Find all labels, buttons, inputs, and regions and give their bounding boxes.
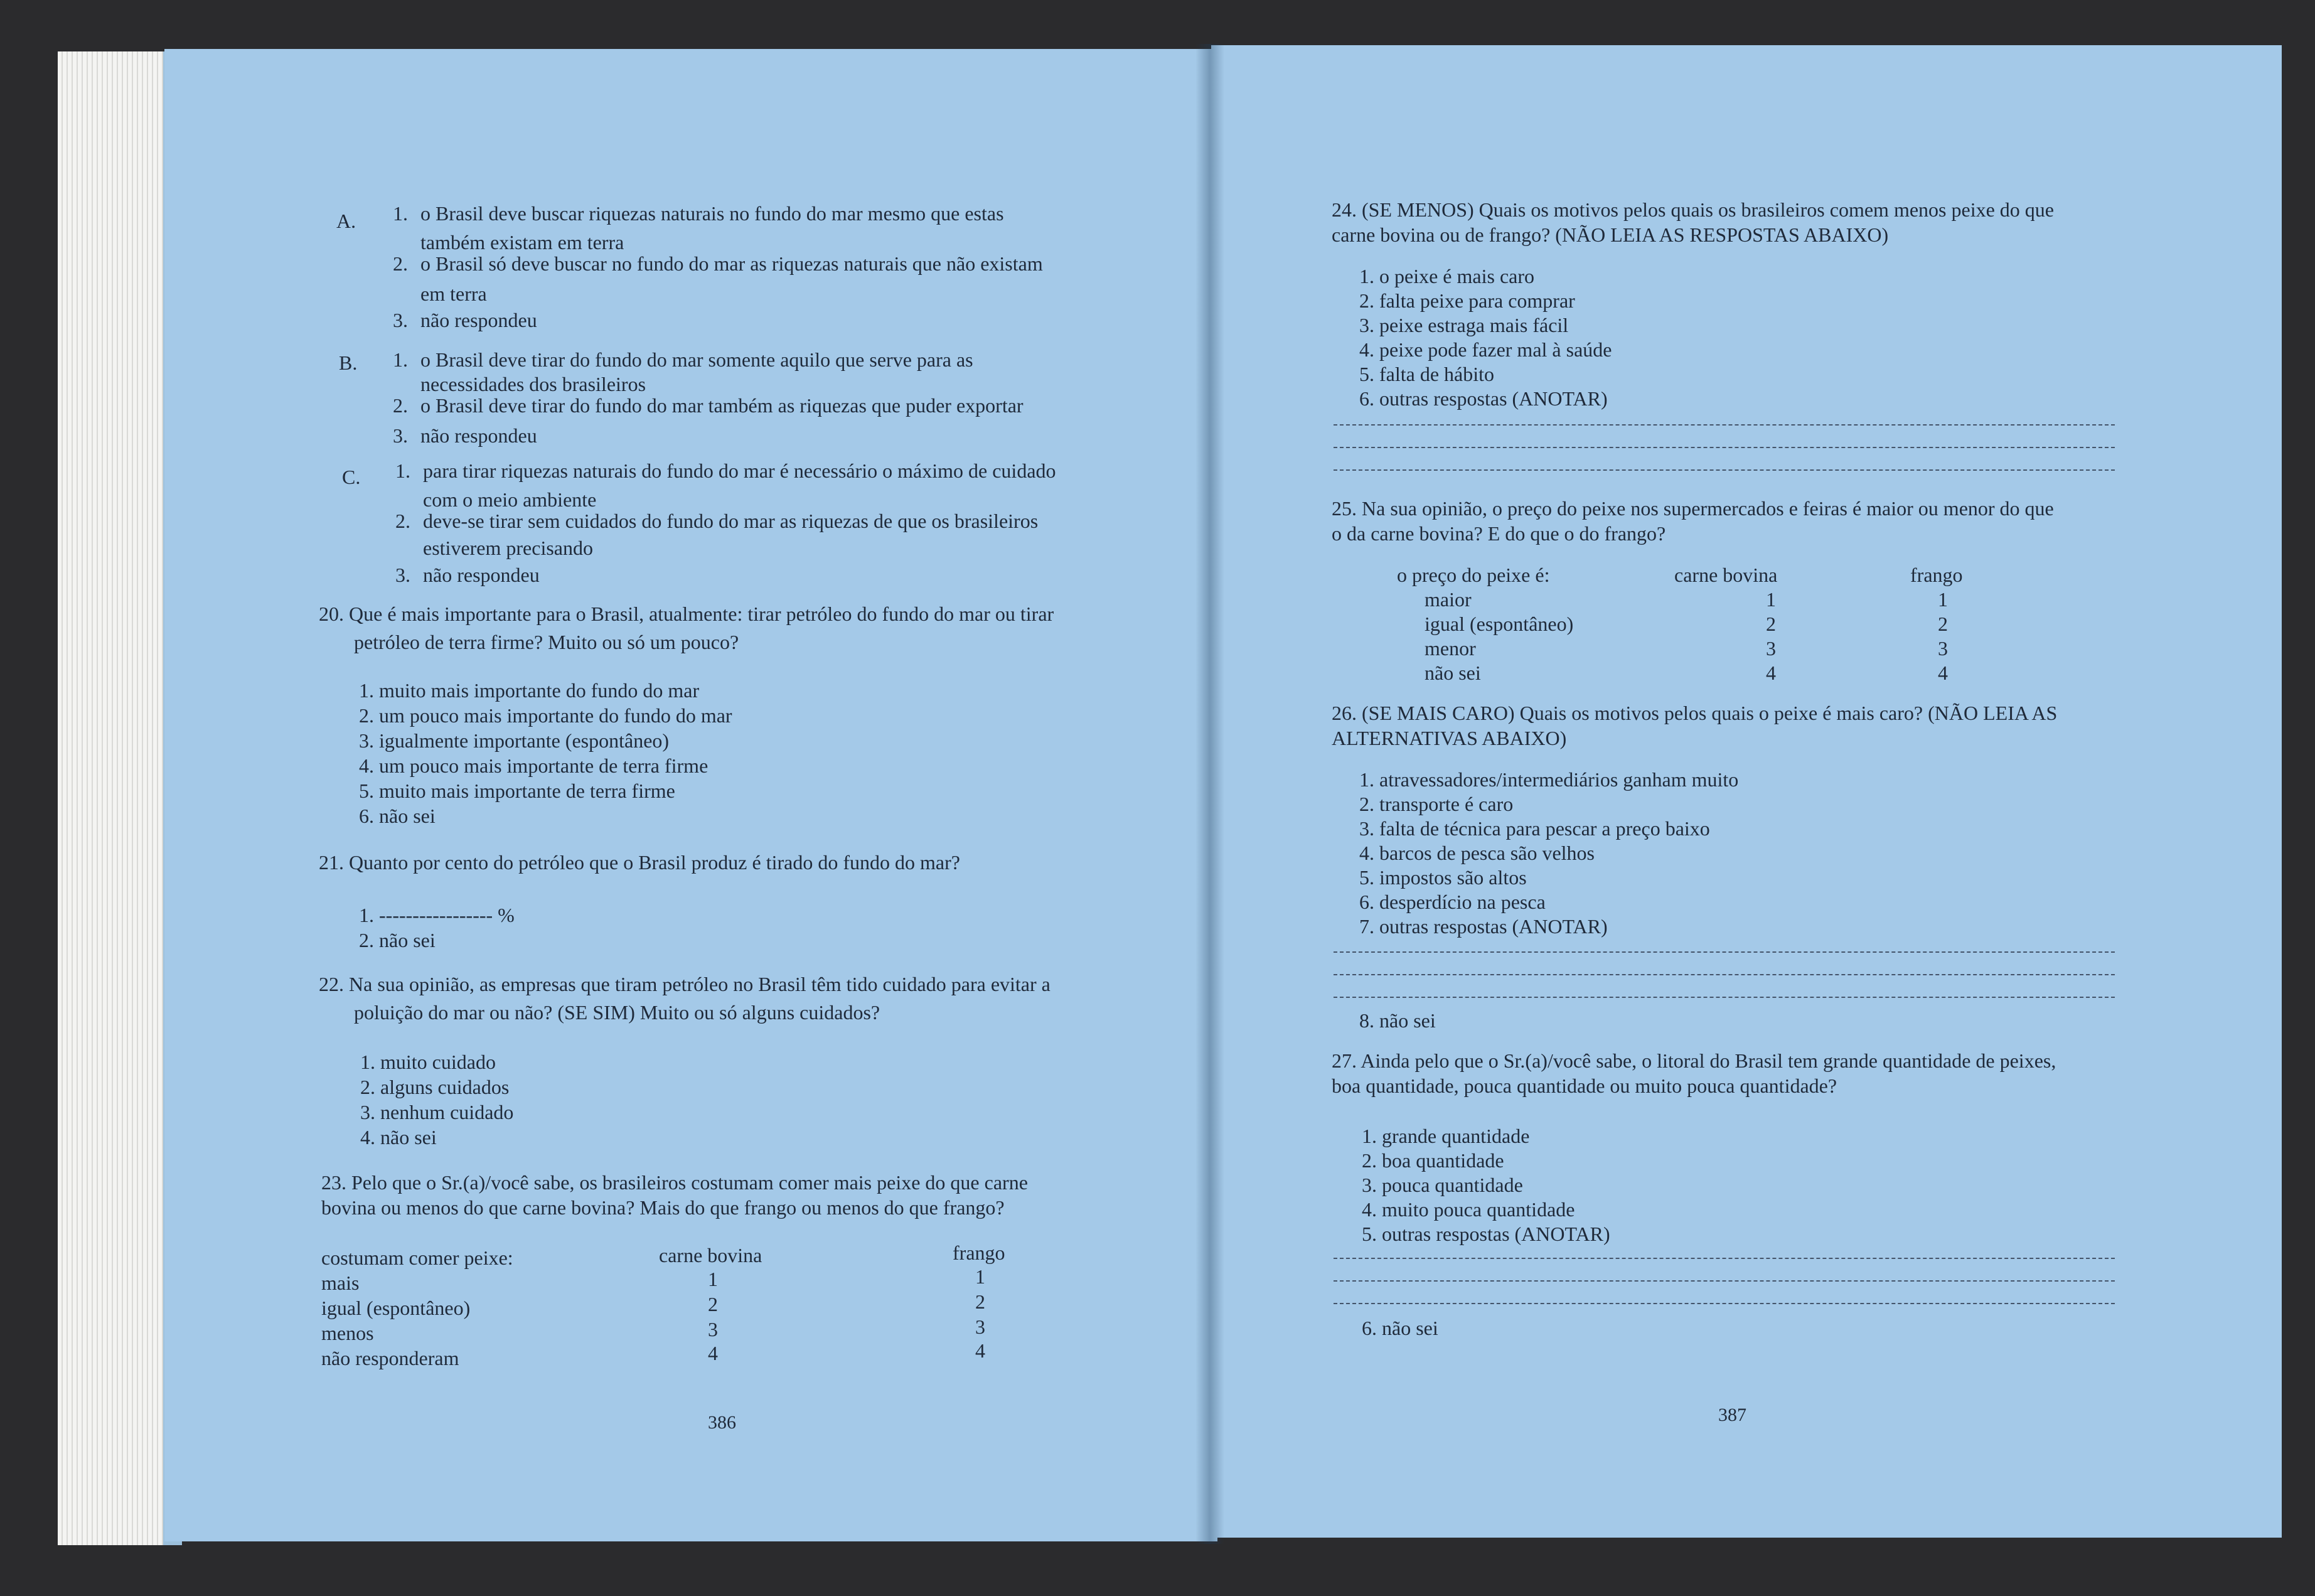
q24-option: 1. o peixe é mais caro	[1359, 265, 1534, 287]
q24-line2: carne bovina ou de frango? (NÃO LEIA AS RESPOSTAS ABAIXO)	[1332, 223, 1889, 246]
block-a-opt2-num: 2.	[393, 252, 408, 275]
q25-row-c2: 1	[1938, 588, 1948, 611]
block-c-opt1-num: 1.	[395, 459, 410, 482]
q26-line1: 26. (SE MAIS CARO) Quais os motivos pelos quais o peixe é mais caro? (NÃO LEIA AS	[1332, 702, 2058, 724]
q26-option: 4. barcos de pesca são velhos	[1359, 842, 1595, 864]
q22-option: 1. muito cuidado	[360, 1051, 496, 1073]
q25-row-c1: 1	[1766, 588, 1776, 611]
q24-option: 2. falta peixe para comprar	[1359, 289, 1575, 312]
block-b-opt2: o Brasil deve tirar do fundo do mar também as riquezas que puder exportar	[420, 394, 1024, 417]
q22-option: 3. nenhum cuidado	[360, 1101, 514, 1123]
q23-col-carne: carne bovina	[659, 1244, 762, 1267]
answer-line	[1334, 997, 2115, 998]
block-a-opt2-line2: em terra	[420, 282, 487, 305]
block-c-opt3-num: 3.	[395, 564, 410, 586]
q27-option: 4. muito pouca quantidade	[1362, 1198, 1575, 1221]
answer-line	[1334, 469, 2115, 471]
block-a-opt2-line1: o Brasil só deve buscar no fundo do mar as riquezas naturais que não existam	[420, 252, 1043, 275]
q25-row-label: menor	[1425, 637, 1476, 660]
page-number-left: 386	[708, 1412, 736, 1433]
answer-line	[1334, 951, 2115, 953]
q23-row-c1: 2	[708, 1293, 718, 1315]
answer-line	[1334, 447, 2115, 448]
q23-line1: 23. Pelo que o Sr.(a)/você sabe, os brasileiros costumam comer mais peixe do que carne	[321, 1171, 1028, 1194]
q23-row-c1: 3	[708, 1318, 718, 1341]
q20-option: 6. não sei	[359, 805, 436, 827]
block-c-opt2-line2: estiverem precisando	[423, 537, 593, 559]
q23-row-c1: 1	[708, 1268, 718, 1290]
answer-line	[1334, 1258, 2115, 1259]
block-b-opt3: não respondeu	[420, 424, 537, 447]
block-c-opt1-line1: para tirar riquezas naturais do fundo do mar é necessário o máximo de cuidado	[423, 459, 1056, 482]
q20-line1: 20. Que é mais importante para o Brasil, atualmente: tirar petróleo do fundo do mar ou tirar	[319, 603, 1054, 625]
block-b-opt3-num: 3.	[393, 424, 408, 447]
page-number-right: 387	[1718, 1405, 1746, 1425]
q22-option: 2. alguns cuidados	[360, 1076, 510, 1098]
q26-option: 5. impostos são altos	[1359, 866, 1527, 889]
q20-option: 1. muito mais importante do fundo do mar	[359, 679, 700, 702]
block-b-opt1-num: 1.	[393, 348, 408, 371]
block-a-opt1-num: 1.	[393, 202, 408, 225]
q21-option: 2. não sei	[359, 929, 436, 951]
q23-row-c2: 3	[975, 1315, 985, 1338]
q20-option: 5. muito mais importante de terra firme	[359, 779, 675, 802]
block-b-letter: B.	[339, 351, 358, 374]
q23-row-label: igual (espontâneo)	[321, 1297, 471, 1319]
block-c-opt2-line1: deve-se tirar sem cuidados do fundo do mar as riquezas de que os brasileiros	[423, 510, 1039, 532]
q20-option: 4. um pouco mais importante de terra firme	[359, 754, 708, 777]
q23-row-label: menos	[321, 1322, 374, 1344]
block-a-opt3-num: 3.	[393, 309, 408, 331]
q27-line1: 27. Ainda pelo que o Sr.(a)/você sabe, o litoral do Brasil tem grande quantidade de peixes,	[1332, 1049, 2056, 1072]
q27-line2: boa quantidade, pouca quantidade ou muito pouca quantidade?	[1332, 1074, 1837, 1097]
book-gutter	[1195, 44, 1224, 1544]
q22-option: 4. não sei	[360, 1126, 437, 1149]
q27-last-option: 6. não sei	[1362, 1317, 1438, 1339]
q26-option: 3. falta de técnica para pescar a preço baixo	[1359, 817, 1710, 840]
q26-last-option: 8. não sei	[1359, 1009, 1436, 1032]
q27-option: 3. pouca quantidade	[1362, 1174, 1523, 1196]
q25-row-c1: 3	[1766, 637, 1776, 660]
q25-row-label: maior	[1425, 588, 1472, 611]
q27-option: 5. outras respostas (ANOTAR)	[1362, 1223, 1610, 1245]
block-c-opt3: não respondeu	[423, 564, 540, 586]
q25-row-c2: 4	[1938, 661, 1948, 684]
q25-col-frango: frango	[1910, 564, 1963, 586]
q26-line2: ALTERNATIVAS ABAIXO)	[1332, 727, 1567, 749]
q23-row-label: não responderam	[321, 1347, 459, 1369]
block-b-opt1-line2: necessidades dos brasileiros	[420, 373, 646, 395]
q21-option: 1. ----------------- %	[359, 904, 515, 926]
block-a-opt3: não respondeu	[420, 309, 537, 331]
block-a-opt1-line2: também existam em terra	[420, 231, 624, 254]
q25-col-carne: carne bovina	[1674, 564, 1778, 586]
q23-table-header: costumam comer peixe:	[321, 1246, 513, 1269]
q23-row-c2: 1	[975, 1265, 985, 1288]
q27-option: 2. boa quantidade	[1362, 1149, 1504, 1172]
block-b-opt1-line1: o Brasil deve tirar do fundo do mar somente aquilo que serve para as	[420, 348, 973, 371]
answer-line	[1334, 424, 2115, 426]
block-a-opt1-line1: o Brasil deve buscar riquezas naturais no fundo do mar mesmo que estas	[420, 202, 1004, 225]
q23-row-c1: 4	[708, 1342, 718, 1364]
q20-line2: petróleo de terra firme? Muito ou só um pouco?	[354, 631, 739, 653]
book-page-edges	[58, 51, 177, 1545]
q23-row-c2: 4	[975, 1339, 985, 1362]
q25-row-label: não sei	[1425, 661, 1481, 684]
q23-col-frango: frango	[953, 1241, 1005, 1264]
q24-option: 4. peixe pode fazer mal à saúde	[1359, 338, 1612, 361]
q27-option: 1. grande quantidade	[1362, 1125, 1530, 1147]
block-c-opt1-line2: com o meio ambiente	[423, 488, 597, 511]
q25-row-c1: 4	[1766, 661, 1776, 684]
q25-row-c2: 2	[1938, 613, 1948, 635]
block-b-opt2-num: 2.	[393, 394, 408, 417]
block-c-opt2-num: 2.	[395, 510, 410, 532]
block-c-letter: C.	[342, 466, 361, 488]
q24-option: 5. falta de hábito	[1359, 363, 1495, 385]
q24-line1: 24. (SE MENOS) Quais os motivos pelos quais os brasileiros comem menos peixe do que	[1332, 198, 2054, 221]
q20-option: 2. um pouco mais importante do fundo do mar	[359, 704, 732, 727]
q25-row-label: igual (espontâneo)	[1425, 613, 1574, 635]
q25-row-c2: 3	[1938, 637, 1948, 660]
q22-line1: 22. Na sua opinião, as empresas que tiram petróleo no Brasil têm tido cuidado para evitar a	[319, 973, 1051, 995]
q21-line1: 21. Quanto por cento do petróleo que o Brasil produz é tirado do fundo do mar?	[319, 851, 960, 874]
q20-option: 3. igualmente importante (espontâneo)	[359, 729, 670, 752]
q26-option: 1. atravessadores/intermediários ganham muito	[1359, 768, 1739, 791]
q23-row-label: mais	[321, 1272, 360, 1294]
q26-option: 2. transporte é caro	[1359, 793, 1514, 815]
q23-row-c2: 2	[975, 1290, 985, 1313]
q25-row-c1: 2	[1766, 613, 1776, 635]
q25-line1: 25. Na sua opinião, o preço do peixe nos supermercados e feiras é maior ou menor do que	[1332, 497, 2054, 520]
q26-option: 7. outras respostas (ANOTAR)	[1359, 915, 1608, 938]
q25-table-header: o preço do peixe é:	[1397, 564, 1550, 586]
q22-line2: poluição do mar ou não? (SE SIM) Muito ou só alguns cuidados?	[354, 1001, 880, 1024]
q24-option: 6. outras respostas (ANOTAR)	[1359, 387, 1608, 410]
q25-line2: o da carne bovina? E do que o do frango?	[1332, 522, 1666, 545]
block-a-letter: A.	[336, 210, 356, 232]
answer-line	[1334, 974, 2115, 975]
q26-option: 6. desperdício na pesca	[1359, 891, 1546, 913]
answer-line	[1334, 1303, 2115, 1304]
q24-option: 3. peixe estraga mais fácil	[1359, 314, 1569, 336]
answer-line	[1334, 1280, 2115, 1282]
q23-line2: bovina ou menos do que carne bovina? Mais do que frango ou menos do que frango?	[321, 1196, 1005, 1219]
